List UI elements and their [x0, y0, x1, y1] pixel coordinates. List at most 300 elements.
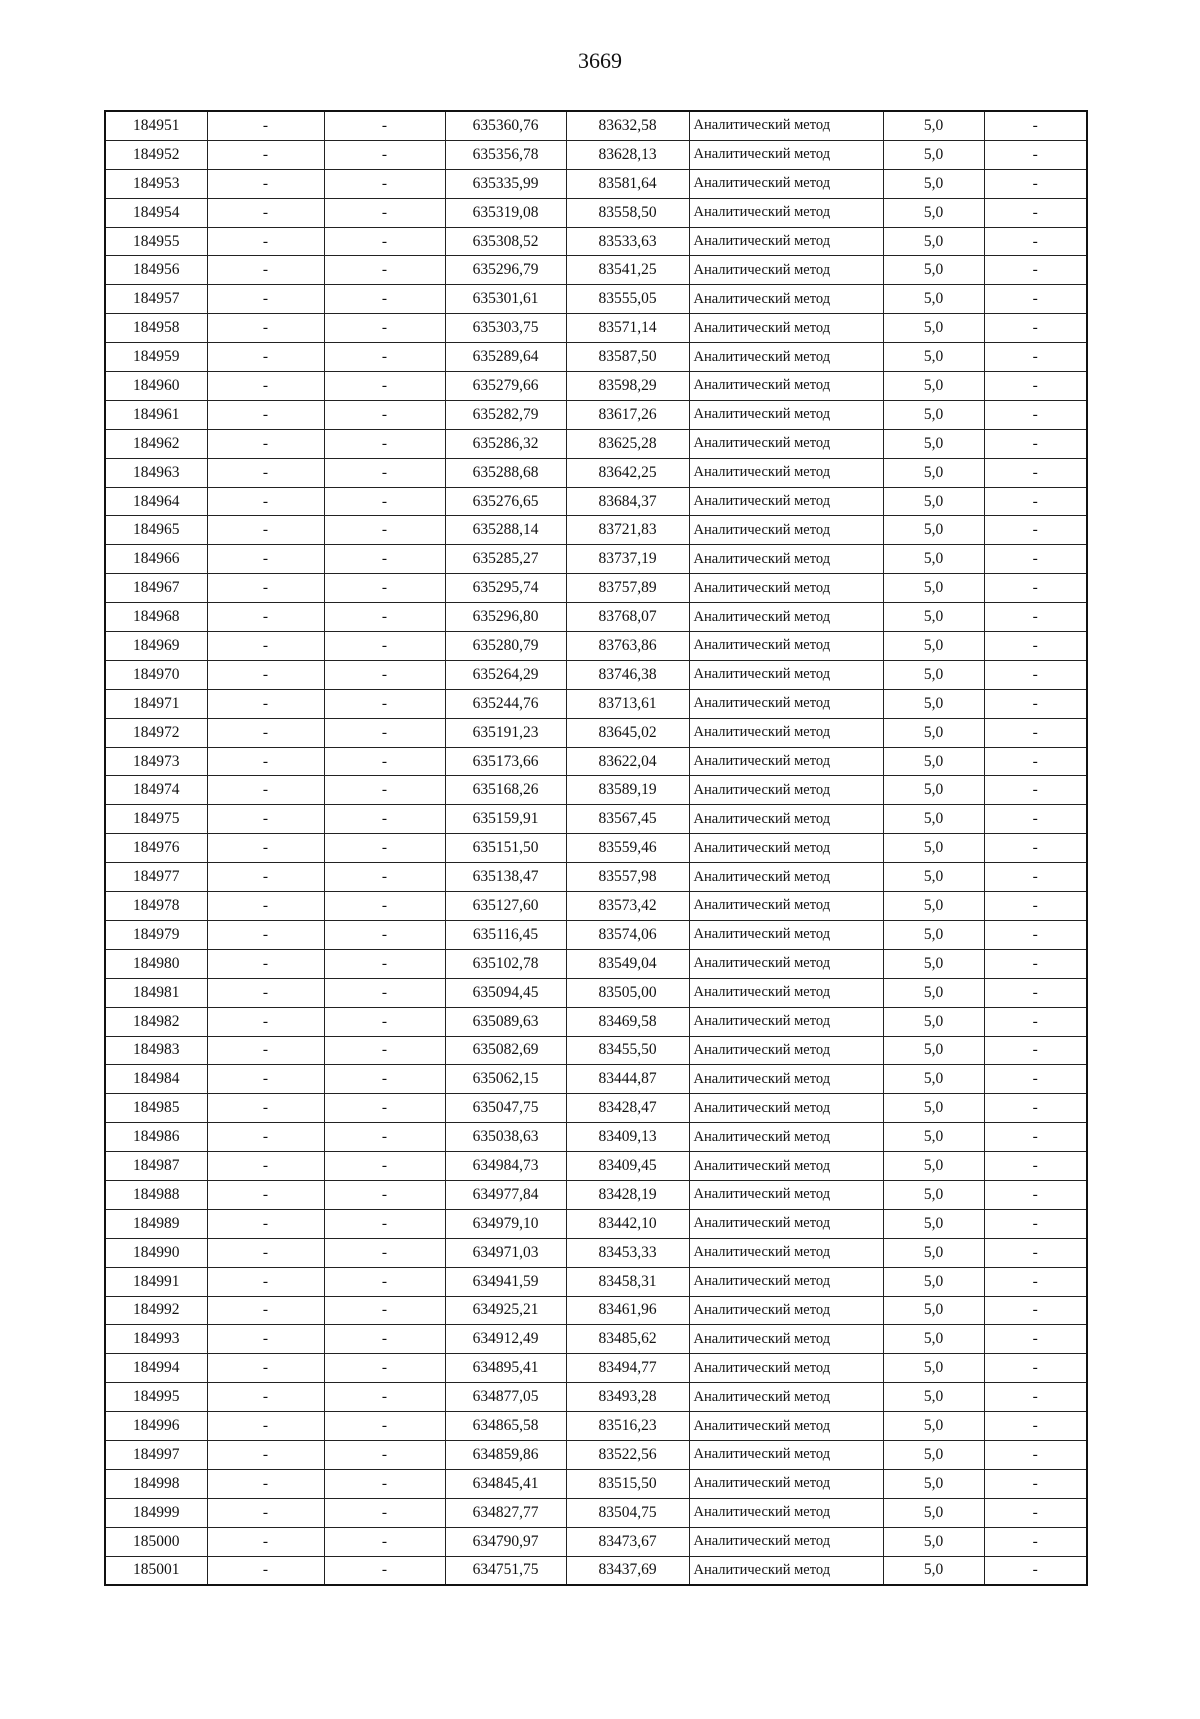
accuracy-cell: 5,0: [883, 660, 984, 689]
accuracy-cell: 5,0: [883, 1180, 984, 1209]
description-cell: -: [984, 718, 1087, 747]
description-cell: -: [984, 863, 1087, 892]
point-number-cell: 184969: [105, 632, 207, 661]
y-coordinate-cell: 83628,13: [566, 140, 689, 169]
method-cell: Аналитический метод: [689, 718, 883, 747]
x-coordinate-cell: 634977,84: [445, 1180, 566, 1209]
x-coordinate-cell: 635062,15: [445, 1065, 566, 1094]
dash-cell-a: -: [207, 689, 324, 718]
dash-cell-b: -: [324, 689, 445, 718]
x-coordinate-cell: 635173,66: [445, 747, 566, 776]
method-cell: Аналитический метод: [689, 949, 883, 978]
y-coordinate-cell: 83442,10: [566, 1209, 689, 1238]
dash-cell-b: -: [324, 1296, 445, 1325]
dash-cell-b: -: [324, 285, 445, 314]
y-coordinate-cell: 83555,05: [566, 285, 689, 314]
x-coordinate-cell: 635335,99: [445, 169, 566, 198]
method-cell: Аналитический метод: [689, 1209, 883, 1238]
method-cell: Аналитический метод: [689, 1498, 883, 1527]
accuracy-cell: 5,0: [883, 603, 984, 632]
description-cell: -: [984, 632, 1087, 661]
table-row: [105, 805, 1087, 834]
x-coordinate-cell: 634912,49: [445, 1325, 566, 1354]
table-row: [105, 1152, 1087, 1181]
x-coordinate-cell: 634845,41: [445, 1469, 566, 1498]
method-cell: Аналитический метод: [689, 314, 883, 343]
y-coordinate-cell: 83622,04: [566, 747, 689, 776]
accuracy-cell: 5,0: [883, 1152, 984, 1181]
accuracy-cell: 5,0: [883, 1469, 984, 1498]
dash-cell-a: -: [207, 1209, 324, 1238]
point-number-cell: 184952: [105, 140, 207, 169]
x-coordinate-cell: 635279,66: [445, 372, 566, 401]
point-number-cell: 184985: [105, 1094, 207, 1123]
point-number-cell: 184991: [105, 1267, 207, 1296]
method-cell: Аналитический метод: [689, 400, 883, 429]
table-row: [105, 1383, 1087, 1412]
dash-cell-a: -: [207, 949, 324, 978]
table-row: [105, 169, 1087, 198]
description-cell: -: [984, 429, 1087, 458]
dash-cell-b: -: [324, 314, 445, 343]
table-row: [105, 343, 1087, 372]
description-cell: -: [984, 689, 1087, 718]
method-cell: Аналитический метод: [689, 1325, 883, 1354]
table-row: [105, 1498, 1087, 1527]
description-cell: -: [984, 516, 1087, 545]
dash-cell-a: -: [207, 140, 324, 169]
accuracy-cell: 5,0: [883, 1007, 984, 1036]
dash-cell-a: -: [207, 1152, 324, 1181]
method-cell: Аналитический метод: [689, 458, 883, 487]
description-cell: -: [984, 1267, 1087, 1296]
y-coordinate-cell: 83437,69: [566, 1556, 689, 1585]
dash-cell-b: -: [324, 747, 445, 776]
x-coordinate-cell: 635102,78: [445, 949, 566, 978]
y-coordinate-cell: 83558,50: [566, 198, 689, 227]
point-number-cell: 184956: [105, 256, 207, 285]
method-cell: Аналитический метод: [689, 1354, 883, 1383]
dash-cell-a: -: [207, 1412, 324, 1441]
method-cell: Аналитический метод: [689, 660, 883, 689]
method-cell: Аналитический метод: [689, 603, 883, 632]
dash-cell-b: -: [324, 1527, 445, 1556]
point-number-cell: 184967: [105, 574, 207, 603]
dash-cell-a: -: [207, 343, 324, 372]
dash-cell-a: -: [207, 1296, 324, 1325]
accuracy-cell: 5,0: [883, 892, 984, 921]
point-number-cell: 184964: [105, 487, 207, 516]
accuracy-cell: 5,0: [883, 1065, 984, 1094]
description-cell: -: [984, 1498, 1087, 1527]
table-row: [105, 1527, 1087, 1556]
description-cell: -: [984, 1036, 1087, 1065]
accuracy-cell: 5,0: [883, 1383, 984, 1412]
accuracy-cell: 5,0: [883, 372, 984, 401]
dash-cell-b: -: [324, 256, 445, 285]
x-coordinate-cell: 635280,79: [445, 632, 566, 661]
table-row: [105, 1180, 1087, 1209]
dash-cell-a: -: [207, 169, 324, 198]
accuracy-cell: 5,0: [883, 776, 984, 805]
x-coordinate-cell: 634984,73: [445, 1152, 566, 1181]
table-row: [105, 1065, 1087, 1094]
dash-cell-a: -: [207, 458, 324, 487]
y-coordinate-cell: 83632,58: [566, 111, 689, 140]
table-row: [105, 1007, 1087, 1036]
y-coordinate-cell: 83559,46: [566, 834, 689, 863]
accuracy-cell: 5,0: [883, 516, 984, 545]
dash-cell-b: -: [324, 1412, 445, 1441]
method-cell: Аналитический метод: [689, 487, 883, 516]
x-coordinate-cell: 635168,26: [445, 776, 566, 805]
table-row: [105, 718, 1087, 747]
table-row: [105, 1267, 1087, 1296]
table-row: [105, 372, 1087, 401]
description-cell: -: [984, 487, 1087, 516]
coordinates-table: [104, 110, 1088, 1586]
x-coordinate-cell: 635303,75: [445, 314, 566, 343]
point-number-cell: 184984: [105, 1065, 207, 1094]
dash-cell-a: -: [207, 314, 324, 343]
dash-cell-b: -: [324, 140, 445, 169]
y-coordinate-cell: 83549,04: [566, 949, 689, 978]
accuracy-cell: 5,0: [883, 747, 984, 776]
table-row: [105, 1556, 1087, 1585]
description-cell: -: [984, 892, 1087, 921]
dash-cell-b: -: [324, 892, 445, 921]
x-coordinate-cell: 635288,14: [445, 516, 566, 545]
accuracy-cell: 5,0: [883, 1209, 984, 1238]
table-row: [105, 1036, 1087, 1065]
table-row: [105, 1238, 1087, 1267]
x-coordinate-cell: 635288,68: [445, 458, 566, 487]
table-row: [105, 603, 1087, 632]
dash-cell-b: -: [324, 400, 445, 429]
y-coordinate-cell: 83515,50: [566, 1469, 689, 1498]
dash-cell-a: -: [207, 1498, 324, 1527]
point-number-cell: 184995: [105, 1383, 207, 1412]
table-row: [105, 834, 1087, 863]
dash-cell-a: -: [207, 1440, 324, 1469]
point-number-cell: 185001: [105, 1556, 207, 1585]
dash-cell-b: -: [324, 863, 445, 892]
description-cell: -: [984, 1412, 1087, 1441]
description-cell: -: [984, 1556, 1087, 1585]
dash-cell-a: -: [207, 227, 324, 256]
dash-cell-b: -: [324, 574, 445, 603]
description-cell: -: [984, 343, 1087, 372]
page-number: 3669: [578, 48, 622, 73]
dash-cell-b: -: [324, 1556, 445, 1585]
accuracy-cell: 5,0: [883, 198, 984, 227]
accuracy-cell: 5,0: [883, 1556, 984, 1585]
dash-cell-a: -: [207, 285, 324, 314]
dash-cell-a: -: [207, 1007, 324, 1036]
dash-cell-b: -: [324, 1180, 445, 1209]
dash-cell-a: -: [207, 834, 324, 863]
accuracy-cell: 5,0: [883, 169, 984, 198]
description-cell: -: [984, 1440, 1087, 1469]
dash-cell-b: -: [324, 198, 445, 227]
accuracy-cell: 5,0: [883, 1296, 984, 1325]
description-cell: -: [984, 1325, 1087, 1354]
accuracy-cell: 5,0: [883, 1325, 984, 1354]
y-coordinate-cell: 83721,83: [566, 516, 689, 545]
point-number-cell: 184951: [105, 111, 207, 140]
x-coordinate-cell: 635127,60: [445, 892, 566, 921]
method-cell: Аналитический метод: [689, 632, 883, 661]
x-coordinate-cell: 635296,80: [445, 603, 566, 632]
description-cell: -: [984, 920, 1087, 949]
method-cell: Аналитический метод: [689, 111, 883, 140]
y-coordinate-cell: 83473,67: [566, 1527, 689, 1556]
table-row: [105, 487, 1087, 516]
dash-cell-a: -: [207, 111, 324, 140]
method-cell: Аналитический метод: [689, 372, 883, 401]
point-number-cell: 184996: [105, 1412, 207, 1441]
accuracy-cell: 5,0: [883, 632, 984, 661]
point-number-cell: 184977: [105, 863, 207, 892]
description-cell: -: [984, 372, 1087, 401]
point-number-cell: 184962: [105, 429, 207, 458]
description-cell: -: [984, 285, 1087, 314]
point-number-cell: 184960: [105, 372, 207, 401]
y-coordinate-cell: 83541,25: [566, 256, 689, 285]
y-coordinate-cell: 83768,07: [566, 603, 689, 632]
y-coordinate-cell: 83494,77: [566, 1354, 689, 1383]
y-coordinate-cell: 83458,31: [566, 1267, 689, 1296]
dash-cell-a: -: [207, 632, 324, 661]
x-coordinate-cell: 635082,69: [445, 1036, 566, 1065]
method-cell: Аналитический метод: [689, 285, 883, 314]
description-cell: -: [984, 747, 1087, 776]
description-cell: -: [984, 1527, 1087, 1556]
description-cell: -: [984, 1094, 1087, 1123]
x-coordinate-cell: 635116,45: [445, 920, 566, 949]
y-coordinate-cell: 83625,28: [566, 429, 689, 458]
point-number-cell: 184955: [105, 227, 207, 256]
point-number-cell: 184958: [105, 314, 207, 343]
description-cell: -: [984, 949, 1087, 978]
method-cell: Аналитический метод: [689, 516, 883, 545]
y-coordinate-cell: 83516,23: [566, 1412, 689, 1441]
method-cell: Аналитический метод: [689, 256, 883, 285]
table-row: [105, 458, 1087, 487]
point-number-cell: 184971: [105, 689, 207, 718]
method-cell: Аналитический метод: [689, 1267, 883, 1296]
dash-cell-a: -: [207, 1094, 324, 1123]
dash-cell-b: -: [324, 1469, 445, 1498]
dash-cell-a: -: [207, 1469, 324, 1498]
description-cell: -: [984, 1383, 1087, 1412]
table-row: [105, 227, 1087, 256]
accuracy-cell: 5,0: [883, 140, 984, 169]
method-cell: Аналитический метод: [689, 1065, 883, 1094]
x-coordinate-cell: 635038,63: [445, 1123, 566, 1152]
table-row: [105, 545, 1087, 574]
y-coordinate-cell: 83589,19: [566, 776, 689, 805]
point-number-cell: 184980: [105, 949, 207, 978]
point-number-cell: 184974: [105, 776, 207, 805]
point-number-cell: 184994: [105, 1354, 207, 1383]
y-coordinate-cell: 83493,28: [566, 1383, 689, 1412]
dash-cell-a: -: [207, 805, 324, 834]
y-coordinate-cell: 83409,45: [566, 1152, 689, 1181]
point-number-cell: 184957: [105, 285, 207, 314]
x-coordinate-cell: 635319,08: [445, 198, 566, 227]
table-row: [105, 1296, 1087, 1325]
accuracy-cell: 5,0: [883, 400, 984, 429]
point-number-cell: 184993: [105, 1325, 207, 1354]
description-cell: -: [984, 1469, 1087, 1498]
description-cell: -: [984, 1238, 1087, 1267]
dash-cell-a: -: [207, 776, 324, 805]
x-coordinate-cell: 634941,59: [445, 1267, 566, 1296]
method-cell: Аналитический метод: [689, 892, 883, 921]
y-coordinate-cell: 83409,13: [566, 1123, 689, 1152]
accuracy-cell: 5,0: [883, 343, 984, 372]
dash-cell-b: -: [324, 458, 445, 487]
y-coordinate-cell: 83713,61: [566, 689, 689, 718]
dash-cell-b: -: [324, 632, 445, 661]
point-number-cell: 184981: [105, 978, 207, 1007]
dash-cell-a: -: [207, 1354, 324, 1383]
dash-cell-b: -: [324, 545, 445, 574]
description-cell: -: [984, 140, 1087, 169]
description-cell: -: [984, 603, 1087, 632]
method-cell: Аналитический метод: [689, 805, 883, 834]
dash-cell-b: -: [324, 978, 445, 1007]
method-cell: Аналитический метод: [689, 545, 883, 574]
table-row: [105, 978, 1087, 1007]
x-coordinate-cell: 634925,21: [445, 1296, 566, 1325]
accuracy-cell: 5,0: [883, 805, 984, 834]
accuracy-cell: 5,0: [883, 574, 984, 603]
y-coordinate-cell: 83581,64: [566, 169, 689, 198]
x-coordinate-cell: 635094,45: [445, 978, 566, 1007]
accuracy-cell: 5,0: [883, 487, 984, 516]
dash-cell-a: -: [207, 400, 324, 429]
table-row: [105, 1440, 1087, 1469]
point-number-cell: 184976: [105, 834, 207, 863]
y-coordinate-cell: 83461,96: [566, 1296, 689, 1325]
x-coordinate-cell: 634971,03: [445, 1238, 566, 1267]
method-cell: Аналитический метод: [689, 1440, 883, 1469]
accuracy-cell: 5,0: [883, 834, 984, 863]
point-number-cell: 185000: [105, 1527, 207, 1556]
x-coordinate-cell: 635191,23: [445, 718, 566, 747]
method-cell: Аналитический метод: [689, 1094, 883, 1123]
accuracy-cell: 5,0: [883, 1440, 984, 1469]
dash-cell-b: -: [324, 429, 445, 458]
point-number-cell: 184979: [105, 920, 207, 949]
point-number-cell: 184972: [105, 718, 207, 747]
dash-cell-a: -: [207, 1065, 324, 1094]
accuracy-cell: 5,0: [883, 285, 984, 314]
point-number-cell: 184998: [105, 1469, 207, 1498]
method-cell: Аналитический метод: [689, 1152, 883, 1181]
point-number-cell: 184975: [105, 805, 207, 834]
y-coordinate-cell: 83505,00: [566, 978, 689, 1007]
y-coordinate-cell: 83444,87: [566, 1065, 689, 1094]
table-row: [105, 892, 1087, 921]
accuracy-cell: 5,0: [883, 920, 984, 949]
accuracy-cell: 5,0: [883, 256, 984, 285]
method-cell: Аналитический метод: [689, 1007, 883, 1036]
method-cell: Аналитический метод: [689, 747, 883, 776]
dash-cell-b: -: [324, 1094, 445, 1123]
table-row: [105, 256, 1087, 285]
y-coordinate-cell: 83617,26: [566, 400, 689, 429]
table-row: [105, 689, 1087, 718]
method-cell: Аналитический метод: [689, 574, 883, 603]
dash-cell-a: -: [207, 603, 324, 632]
x-coordinate-cell: 634895,41: [445, 1354, 566, 1383]
accuracy-cell: 5,0: [883, 718, 984, 747]
accuracy-cell: 5,0: [883, 863, 984, 892]
table-row: [105, 1469, 1087, 1498]
table-row: [105, 285, 1087, 314]
dash-cell-b: -: [324, 111, 445, 140]
point-number-cell: 184988: [105, 1180, 207, 1209]
y-coordinate-cell: 83453,33: [566, 1238, 689, 1267]
description-cell: -: [984, 1065, 1087, 1094]
method-cell: Аналитический метод: [689, 198, 883, 227]
point-number-cell: 184978: [105, 892, 207, 921]
dash-cell-b: -: [324, 487, 445, 516]
dash-cell-a: -: [207, 892, 324, 921]
x-coordinate-cell: 634751,75: [445, 1556, 566, 1585]
accuracy-cell: 5,0: [883, 1527, 984, 1556]
y-coordinate-cell: 83567,45: [566, 805, 689, 834]
method-cell: Аналитический метод: [689, 1412, 883, 1441]
y-coordinate-cell: 83587,50: [566, 343, 689, 372]
accuracy-cell: 5,0: [883, 689, 984, 718]
method-cell: Аналитический метод: [689, 343, 883, 372]
dash-cell-a: -: [207, 516, 324, 545]
x-coordinate-cell: 635286,32: [445, 429, 566, 458]
table-row: [105, 516, 1087, 545]
y-coordinate-cell: 83428,47: [566, 1094, 689, 1123]
x-coordinate-cell: 635285,27: [445, 545, 566, 574]
dash-cell-a: -: [207, 1325, 324, 1354]
method-cell: Аналитический метод: [689, 1556, 883, 1585]
table-row: [105, 660, 1087, 689]
dash-cell-b: -: [324, 1036, 445, 1065]
dash-cell-b: -: [324, 603, 445, 632]
point-number-cell: 184992: [105, 1296, 207, 1325]
description-cell: -: [984, 1209, 1087, 1238]
dash-cell-a: -: [207, 978, 324, 1007]
dash-cell-b: -: [324, 805, 445, 834]
dash-cell-b: -: [324, 1383, 445, 1412]
x-coordinate-cell: 635289,64: [445, 343, 566, 372]
point-number-cell: 184999: [105, 1498, 207, 1527]
y-coordinate-cell: 83757,89: [566, 574, 689, 603]
y-coordinate-cell: 83455,50: [566, 1036, 689, 1065]
point-number-cell: 184966: [105, 545, 207, 574]
dash-cell-b: -: [324, 372, 445, 401]
description-cell: -: [984, 574, 1087, 603]
y-coordinate-cell: 83428,19: [566, 1180, 689, 1209]
description-cell: -: [984, 227, 1087, 256]
x-coordinate-cell: 634827,77: [445, 1498, 566, 1527]
dash-cell-b: -: [324, 949, 445, 978]
x-coordinate-cell: 635159,91: [445, 805, 566, 834]
accuracy-cell: 5,0: [883, 949, 984, 978]
dash-cell-b: -: [324, 834, 445, 863]
